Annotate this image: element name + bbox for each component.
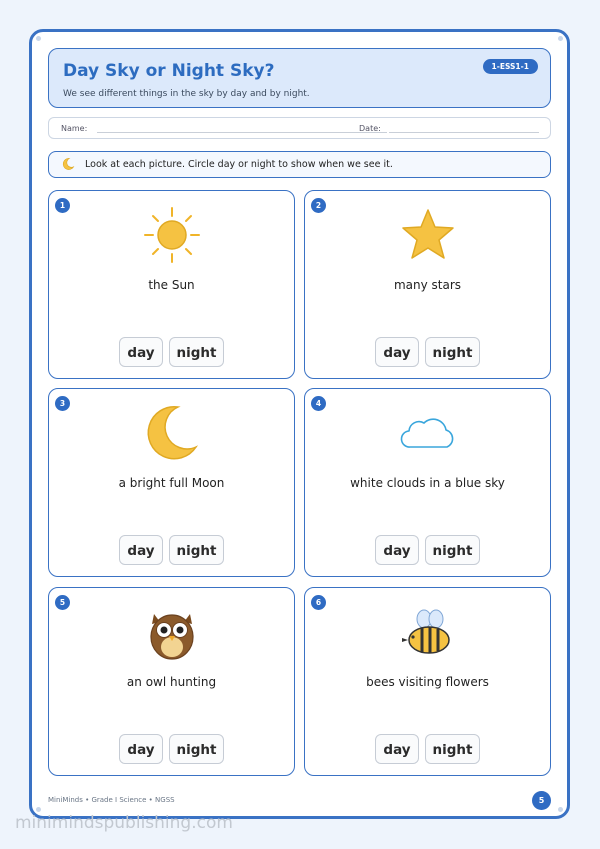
- name-label: Name:: [61, 124, 88, 133]
- card-number: 4: [311, 396, 326, 411]
- card-number: 5: [55, 595, 70, 610]
- page-title: Day Sky or Night Sky?: [63, 61, 275, 81]
- night-choice[interactable]: night: [169, 337, 224, 367]
- corner-dot: [558, 807, 563, 812]
- date-label: Date:: [359, 124, 381, 133]
- card-bees: [304, 587, 551, 776]
- bee-icon: [398, 602, 458, 662]
- card-number: 2: [311, 198, 326, 213]
- card-clouds: [304, 388, 551, 577]
- card-label: the Sun: [148, 278, 195, 292]
- corner-dot: [36, 36, 41, 41]
- card-sun: [48, 190, 295, 379]
- corner-dot: [36, 807, 41, 812]
- footer-text: MiniMinds • Grade I Science • NGSS: [48, 796, 175, 804]
- day-choice[interactable]: day: [375, 734, 419, 764]
- day-choice[interactable]: day: [119, 337, 163, 367]
- night-choice[interactable]: night: [169, 734, 224, 764]
- card-label: white clouds in a blue sky: [350, 476, 505, 490]
- night-choice[interactable]: night: [425, 337, 480, 367]
- owl-icon: [142, 602, 202, 662]
- day-night-choices: [305, 535, 550, 565]
- day-night-choices: [49, 337, 294, 367]
- day-night-choices: [49, 734, 294, 764]
- instructions-box: [48, 151, 551, 178]
- name-date-bar: [48, 117, 551, 139]
- corner-dot: [558, 36, 563, 41]
- night-choice[interactable]: night: [425, 535, 480, 565]
- night-choice[interactable]: night: [169, 535, 224, 565]
- day-choice[interactable]: day: [119, 535, 163, 565]
- card-label: many stars: [393, 278, 462, 292]
- day-choice[interactable]: day: [119, 734, 163, 764]
- publisher-watermark: minimindspublishing.com: [15, 813, 233, 833]
- star-icon: [398, 205, 458, 265]
- page-subtitle: We see different things in the sky by day and by night.: [63, 89, 310, 99]
- day-choice[interactable]: day: [375, 337, 419, 367]
- card-owl: [48, 587, 295, 776]
- day-night-choices: [49, 535, 294, 565]
- card-label: a bright full Moon: [118, 476, 225, 490]
- day-night-choices: [305, 337, 550, 367]
- card-moon: [48, 388, 295, 577]
- card-label: an owl hunting: [126, 675, 217, 689]
- card-number: 3: [55, 396, 70, 411]
- worksheet-header: [48, 48, 551, 108]
- name-field[interactable]: [97, 132, 387, 133]
- instructions-text: Look at each picture. Circle day or night to show when we see it.: [85, 159, 393, 170]
- sun-icon: [142, 205, 202, 265]
- moon-icon: [61, 157, 75, 171]
- crescent-moon-icon: [142, 403, 202, 463]
- date-field[interactable]: [389, 132, 539, 133]
- card-label: bees visiting flowers: [366, 675, 489, 689]
- cloud-icon: [398, 403, 458, 463]
- day-choice[interactable]: day: [375, 535, 419, 565]
- card-number: 1: [55, 198, 70, 213]
- card-number: 6: [311, 595, 326, 610]
- night-choice[interactable]: night: [425, 734, 480, 764]
- card-stars: [304, 190, 551, 379]
- day-night-choices: [305, 734, 550, 764]
- standard-code-badge: 1-ESS1-1: [483, 59, 538, 74]
- page-number-badge: 5: [532, 791, 551, 810]
